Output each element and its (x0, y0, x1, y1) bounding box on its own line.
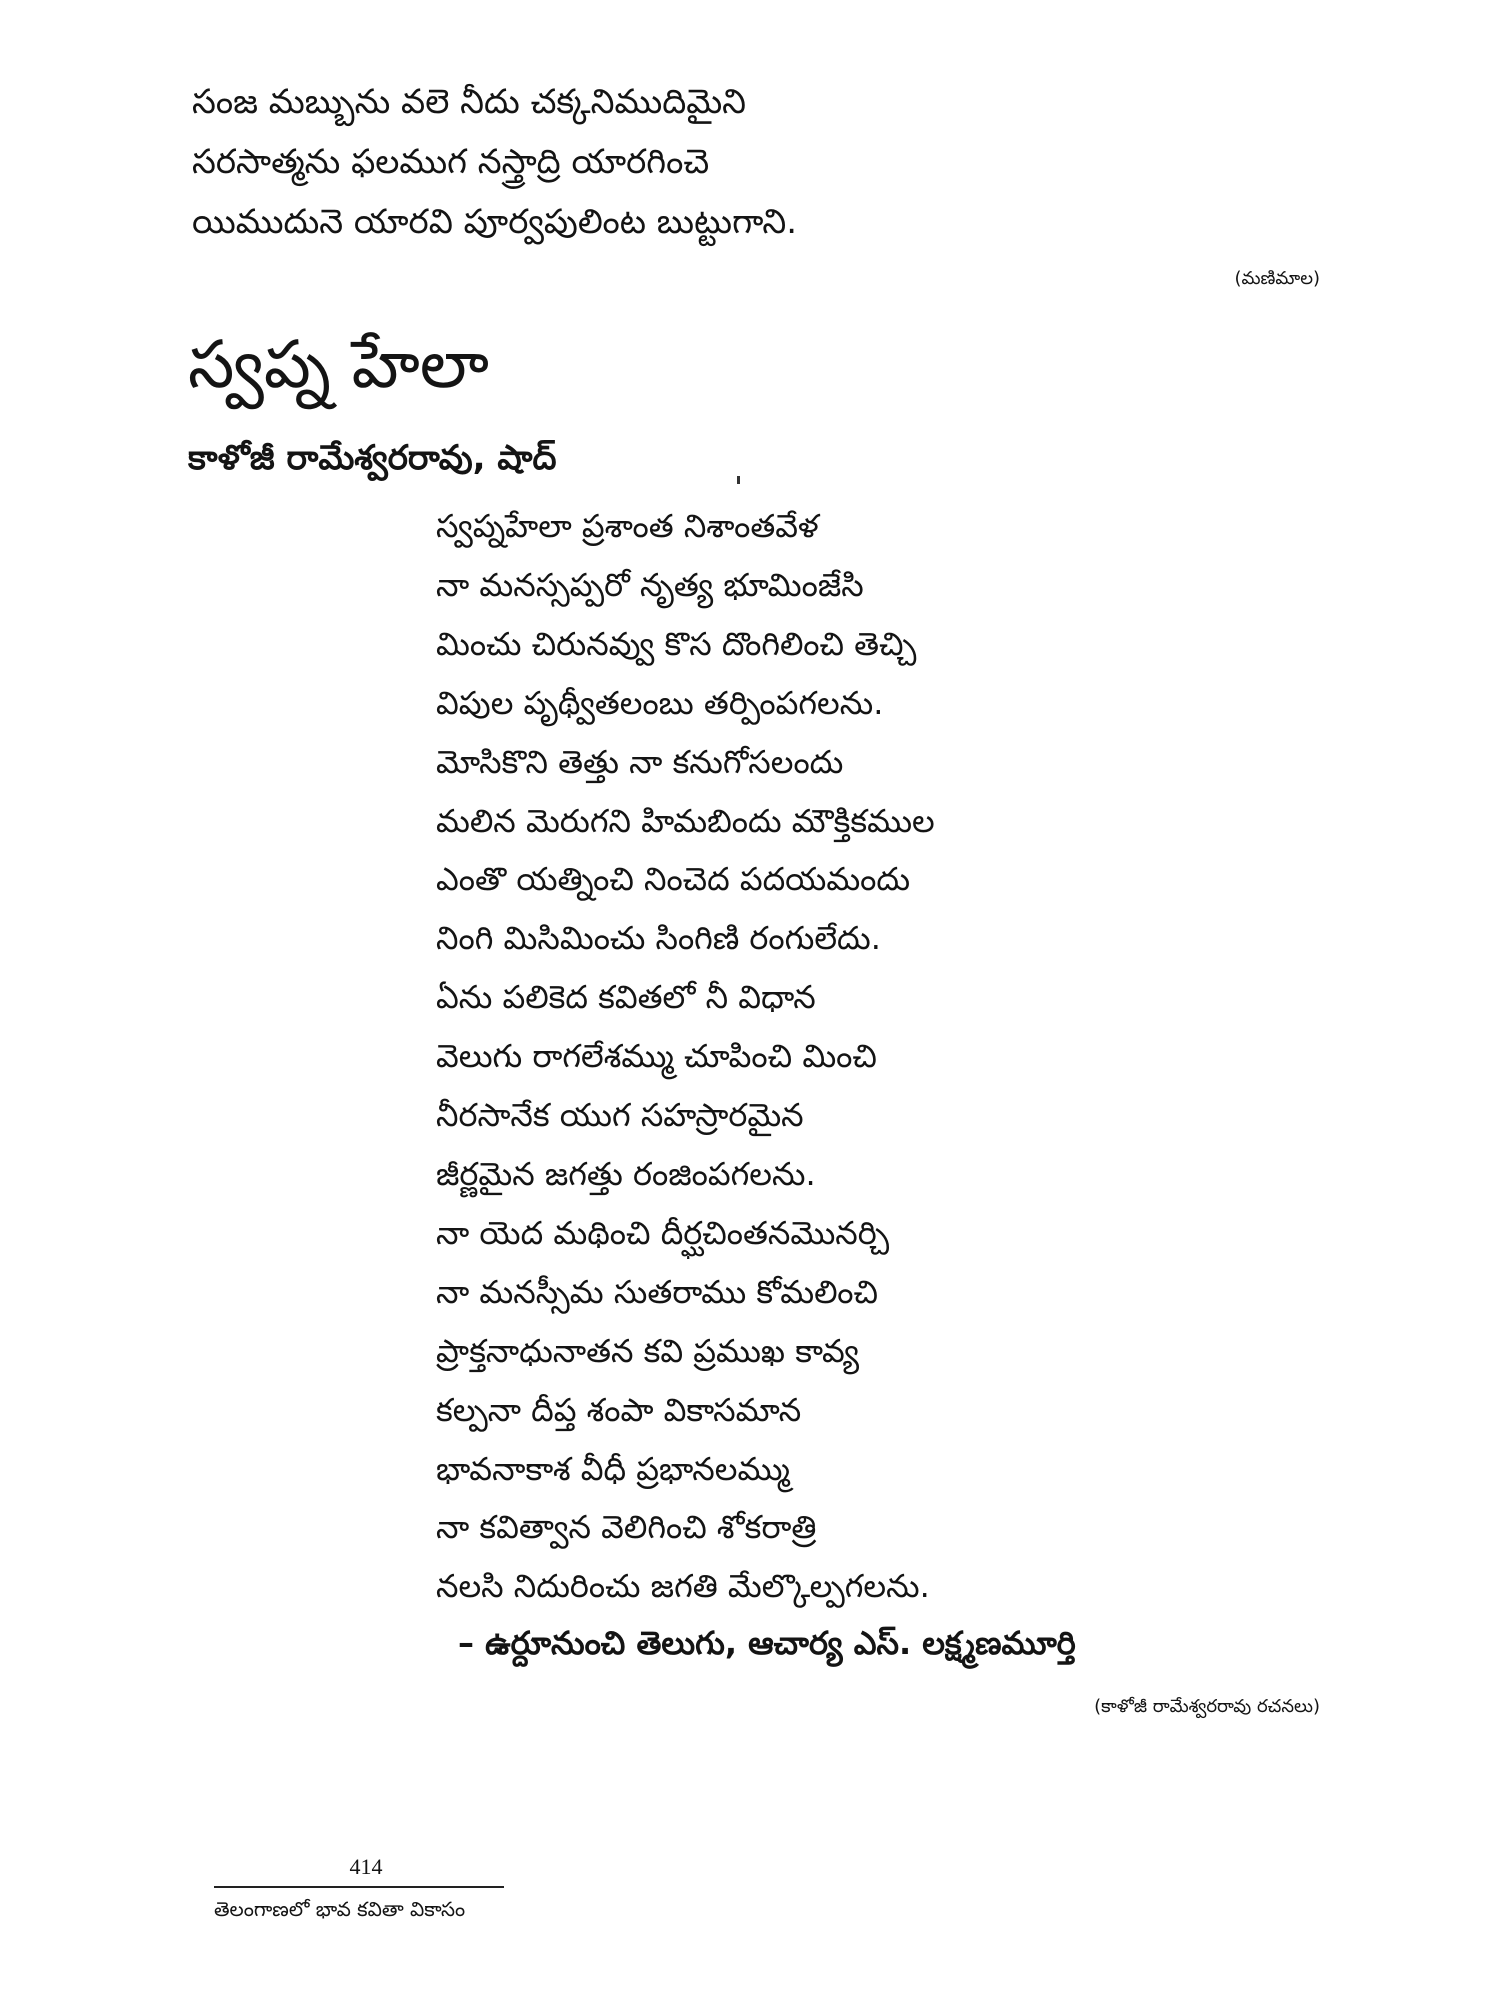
poem-line: నా కవిత్వాన వెలిగించి శోకరాత్రి (436, 1508, 817, 1547)
poem-line: నీరసానేక యుగ సహస్రారమైన (436, 1096, 804, 1135)
poem-line: స్వప్నహేలా ప్రశాంత నిశాంతవేళ (436, 507, 819, 545)
poem-line: నా మనస్సప్పరో నృత్య భూమింజేసి (436, 565, 864, 604)
poem-line: నా మనస్సీమ సుతరాము కోమలించి (436, 1272, 879, 1311)
poem-source: (కాళోజీ రామేశ్వరరావు రచనలు) (1094, 1696, 1320, 1717)
poem-line: విపుల పృథ్వీతలంబు తర్పింపగలను. (436, 683, 884, 722)
poem-line: నా యెద మథించి దీర్ఘచింతనమొనర్చి (436, 1213, 890, 1252)
poet-name: కాళోజీ రామేశ్వరరావు, షాద్ (188, 438, 557, 478)
previous-poem-line: సంజ మబ్బును వలె నీదు చక్కనిముదిమైని (192, 82, 747, 122)
print-mark (737, 476, 740, 484)
poem-line: మలిన మెరుగని హిమబిందు మౌక్తికముల (436, 801, 935, 840)
poem-line: జీర్ణమైన జగత్తు రంజింపగలను. (436, 1154, 816, 1193)
poem-line: కల్పనా దీప్త శంపా వికాసమాన (436, 1390, 802, 1429)
previous-poem-line: సరసాత్మను ఫలముగ నస్త్రాద్రి యారగించె (192, 142, 710, 182)
footer-divider (214, 1886, 504, 1888)
poem-line: భావనాకాశ వీధీ ప్రభానలమ్ము (436, 1449, 790, 1488)
translator-credit: – ఉర్దూనుంచి తెలుగు, ఆచార్య ఎస్. లక్ష్మణమూర్తి (458, 1624, 1076, 1662)
poem-body (436, 497, 1336, 1616)
poem-line: వెలుగు రాగలేశమ్ము చూపించి మించి (436, 1037, 877, 1076)
book-title: తెలంగాణలో భావ కవితా వికాసం (214, 1897, 466, 1921)
previous-poem-excerpt (192, 72, 1342, 252)
poem-line: మోసికొని తెత్తు నా కనుగోసలందు (436, 742, 844, 781)
poem-line: ఏను పలికెద కవితలో నీ విధాన (436, 978, 816, 1017)
previous-poem-line: యిముదునె యారవి పూర్వపులింట బుట్టుగాని. (192, 202, 798, 242)
poem-line: మించు చిరునవ్వు కొస దొంగిలించి తెచ్చి (436, 624, 917, 663)
poem-title: స్వప్న హేలా (188, 326, 489, 403)
poem-line: ఎంతొ యత్నించి నించెద పదయమందు (436, 860, 911, 899)
previous-poem-source: (మణిమాల) (1234, 268, 1320, 289)
poem-line: ప్రాక్తనాధునాతన కవి ప్రముఖ కావ్య (436, 1331, 860, 1370)
page-number: 414 (349, 1854, 383, 1879)
poem-line: నలసి నిదురించు జగతి మేల్కొల్పగలను. (436, 1567, 930, 1606)
poem-line: నింగి మిసిమించు సింగిణి రంగులేదు. (436, 919, 881, 958)
